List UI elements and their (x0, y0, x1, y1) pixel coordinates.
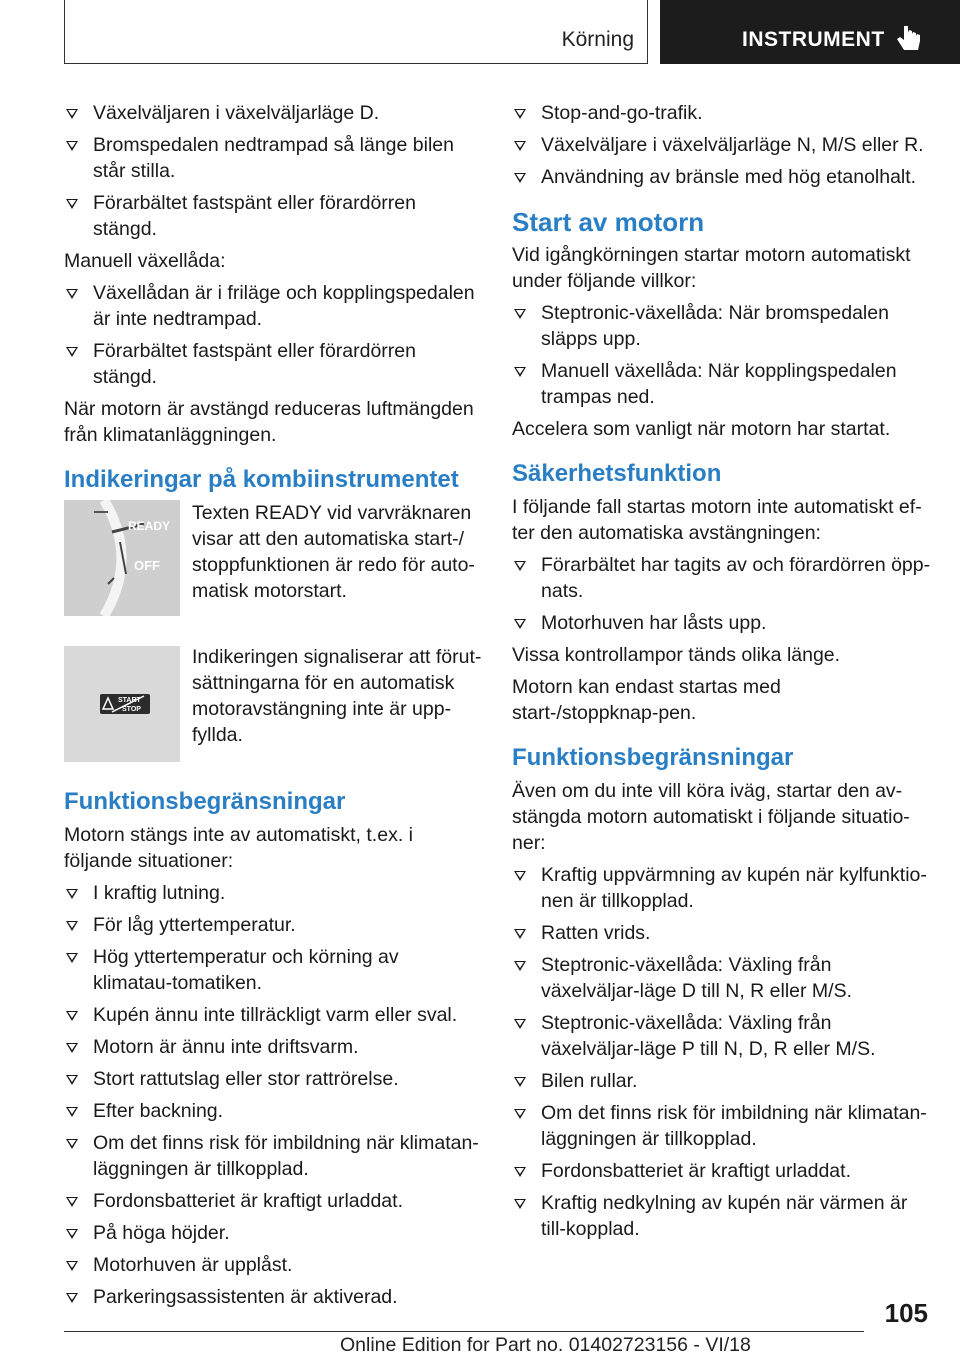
bullet-triangle-icon (66, 289, 78, 299)
bullet-triangle-icon (66, 109, 78, 119)
bullet-triangle-icon (66, 141, 78, 151)
list-item: I kraftig lutning. (64, 880, 480, 906)
list-item: Efter backning. (64, 1098, 480, 1124)
svg-text:OFF: OFF (134, 558, 160, 573)
bullet-triangle-icon (514, 561, 526, 571)
list-item: Växellådan är i friläge och kopplingspedalen är inte nedtrampad. (64, 280, 480, 332)
bullet-triangle-icon (66, 199, 78, 209)
bullet-triangle-icon (514, 961, 526, 971)
list-item: Stop-and-go-trafik. (512, 100, 932, 126)
button-note: Motorn kan endast startas med start-/stoppknap-pen. (512, 676, 781, 724)
bullet-triangle-icon (514, 929, 526, 939)
list-item: Motorhuven är upplåst. (64, 1252, 480, 1278)
list-item: Bilen rullar. (512, 1068, 932, 1094)
safety-intro: I följande fall startas motorn inte automatiskt ef-ter den automatiska avstängningen: (512, 496, 922, 544)
list-item: För låg yttertemperatur. (64, 912, 480, 938)
list-item: Växelväljaren i växelväljarläge D. (64, 100, 480, 126)
bullet-triangle-icon (514, 1109, 526, 1119)
indicator-ready-text: Texten READY vid varvräknaren visar att den automatiska start-/ stoppfunktionen är redo för auto-matisk motorstart. (192, 502, 475, 602)
airflow-note: När motorn är avstängd reduceras luftmängden från klimatanläggningen. (64, 398, 474, 446)
list-item: Kraftig nedkylning av kupén när värmen är till-kopplad. (512, 1190, 932, 1242)
bullet-triangle-icon (514, 1019, 526, 1029)
bullet-triangle-icon (66, 1197, 78, 1207)
bullet-triangle-icon (514, 173, 526, 183)
pointing-hand-icon (896, 24, 922, 54)
tachometer-gauge-icon (64, 500, 180, 616)
bullet-triangle-icon (514, 1167, 526, 1177)
list-item: Fordonsbatteriet är kraftigt urladdat. (64, 1188, 480, 1214)
footer-divider (64, 1331, 864, 1332)
list-item: Stort rattutslag eller stor rattrörelse. (64, 1066, 480, 1092)
bullet-triangle-icon (66, 889, 78, 899)
list-item: Förarbältet fastspänt eller förardörren stängd. (64, 338, 480, 390)
list-item: Motorhuven har låsts upp. (512, 610, 932, 636)
list-item: Användning av bränsle med hög etanolhalt. (512, 164, 932, 190)
list-item: Kupén ännu inte tillräckligt varm eller sval. (64, 1002, 480, 1028)
list-item: Ratten vrids. (512, 920, 932, 946)
manual-gearbox-label: Manuell växellåda: (64, 250, 226, 272)
svg-text:STOP: STOP (122, 706, 141, 713)
bullet-triangle-icon (66, 953, 78, 963)
bullet-triangle-icon (66, 1011, 78, 1021)
list-item: Bromspedalen nedtrampad så länge bilen står stilla. (64, 132, 480, 184)
accelerate-note: Accelera som vanligt när motorn har startat. (512, 418, 891, 440)
limits-intro-left: Motorn stängs inte av automatiskt, t.ex. i följande situationer: (64, 824, 413, 872)
header-chapter-title: INSTRUMENT (742, 28, 885, 51)
list-item: Steptronic-växellåda: När bromspedalen släpps upp. (512, 300, 932, 352)
bullet-triangle-icon (66, 1229, 78, 1239)
safety-heading: Säkerhetsfunktion (512, 460, 722, 487)
lamps-note: Vissa kontrollampor tänds olika länge. (512, 644, 841, 666)
edition-info: Online Edition for Part no. 01402723156 - VI/18 (340, 1334, 751, 1356)
bullet-triangle-icon (66, 1139, 78, 1149)
tachometer-ready-image (64, 500, 180, 616)
bullet-triangle-icon (66, 1293, 78, 1303)
bullet-triangle-icon (514, 1077, 526, 1087)
bullet-triangle-icon (514, 367, 526, 377)
header-section-title: Körning (561, 28, 634, 51)
indicator-startstop-figure (64, 644, 480, 780)
list-item: Kraftig uppvärmning av kupén när kylfunktio-nen är tillkopplad. (512, 862, 932, 914)
list-item: Motorn är ännu inte driftsvarm. (64, 1034, 480, 1060)
start-heading: Start av motorn (512, 207, 705, 237)
indicator-startstop-text: Indikeringen signaliserar att förut-sättningarna för en automatisk motoravstängning inte är upp-fyllda. (192, 646, 482, 746)
list-item: Hög yttertemperatur och körning av klimatau-tomatiken. (64, 944, 480, 996)
indicator-heading: Indikeringar på kombiinstrumentet (64, 466, 459, 493)
start-intro: Vid igångkörningen startar motorn automatiskt under följande villkor: (512, 244, 911, 292)
list-item: Parkeringsassistenten är aktiverad. (64, 1284, 480, 1310)
left-column (64, 100, 480, 1316)
indicator-ready-figure (64, 500, 480, 636)
list-item: Steptronic-växellåda: Växling från växelväljar-läge D till N, R eller M/S. (512, 952, 932, 1004)
list-item: Växelväljare i växelväljarläge N, M/S eller R. (512, 132, 932, 158)
list-item: Förarbältet fastspänt eller förardörren stängd. (64, 190, 480, 242)
limits-heading-left: Funktionsbegränsningar (64, 788, 346, 815)
bullet-triangle-icon (66, 347, 78, 357)
start-stop-warning-icon (64, 646, 180, 762)
svg-text:START: START (118, 697, 141, 704)
limits-intro-right: Även om du inte vill köra iväg, startar den av-stängda motorn automatiskt i följande situatio-ner: (512, 780, 910, 854)
list-item: Om det finns risk för imbildning när klimatan-läggningen är tillkopplad. (512, 1100, 932, 1152)
list-item: Fordonsbatteriet är kraftigt urladdat. (512, 1158, 932, 1184)
list-item: På höga höjder. (64, 1220, 480, 1246)
header-chapter-tab (660, 0, 960, 64)
list-item: Förarbältet har tagits av och förardörren öpp-nats. (512, 552, 932, 604)
svg-text:READY: READY (128, 519, 171, 533)
bullet-triangle-icon (66, 1107, 78, 1117)
bullet-triangle-icon (514, 1199, 526, 1209)
bullet-triangle-icon (514, 109, 526, 119)
bullet-triangle-icon (66, 1075, 78, 1085)
bullet-triangle-icon (514, 619, 526, 629)
bullet-triangle-icon (66, 921, 78, 931)
list-item: Steptronic-växellåda: Växling från växelväljar-läge P till N, D, R eller M/S. (512, 1010, 932, 1062)
bullet-triangle-icon (514, 141, 526, 151)
header-section-box (64, 0, 648, 64)
right-column (512, 100, 932, 1248)
list-item: Om det finns risk för imbildning när klimatan-läggningen är tillkopplad. (64, 1130, 480, 1182)
limits-heading-right: Funktionsbegränsningar (512, 744, 794, 771)
page-number: 105 (884, 1298, 928, 1328)
list-item: Manuell växellåda: När kopplingspedalen trampas ned. (512, 358, 932, 410)
bullet-triangle-icon (514, 871, 526, 881)
bullet-triangle-icon (66, 1043, 78, 1053)
bullet-triangle-icon (514, 309, 526, 319)
bullet-triangle-icon (66, 1261, 78, 1271)
startstop-warning-image (64, 646, 180, 762)
